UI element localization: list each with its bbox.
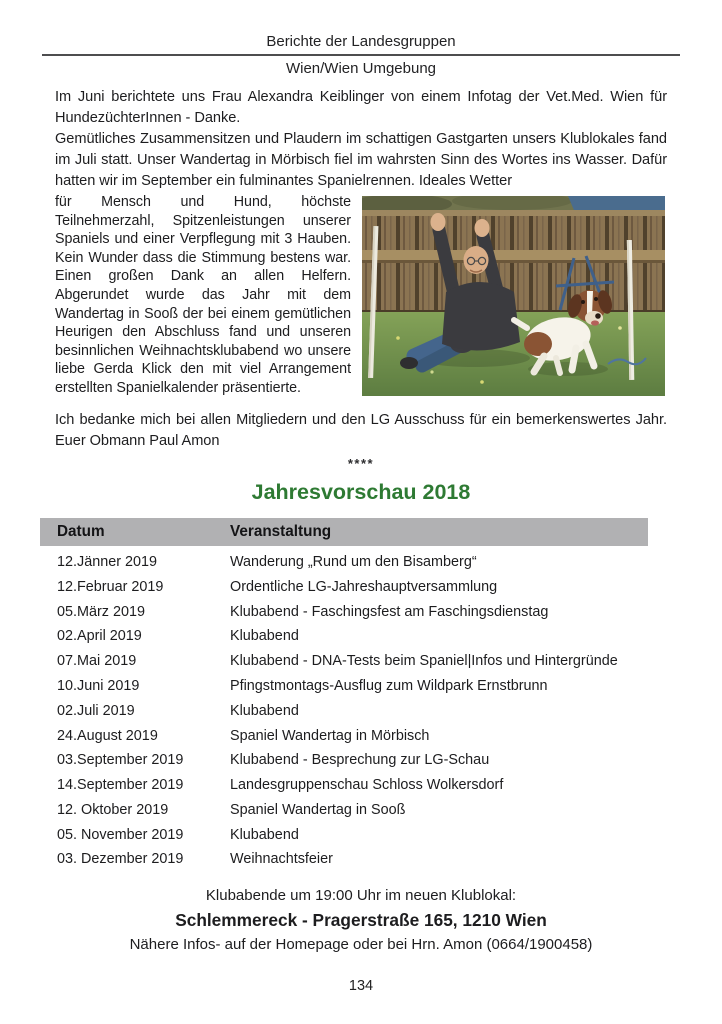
paragraph-infotag: Im Juni berichtete uns Frau Alexandra Keiblinger von einem Infotag der Vet.Med. Wien für HundezüchterInnen - Danke. <box>55 89 667 126</box>
table-row <box>40 798 648 823</box>
table-row <box>40 574 648 599</box>
paragraph-beside-photo: für Mensch und Hund, höchste Teilnehmerzahl, Spitzenleistungen unserer Spaniels und einer Verpflegung mit 3 Hauben. Kein Wunder dass die Stimmung bestens war. Einen großen Dank an allen Helfern. Abgerundet wurde das Jahr mit dem Wandertag in Sooß der bei einem gemütlichen Heurigen den Abschluss fand und unseren besinnlichen Weihnachtsklubabend wo unsere liebe Gerda Klick den mit viel Arrangement erstellten Spanielkalender präsentierte. <box>55 194 351 396</box>
event-name: Klubabend <box>230 702 299 719</box>
table-row <box>40 847 648 872</box>
event-name: Klubabend - Besprechung zur LG-Schau <box>230 752 490 769</box>
event-name: Wanderung „Rund um den Bisamberg“ <box>230 553 477 570</box>
event-name: Spaniel Wandertag in Mörbisch <box>230 727 430 744</box>
event-date: 02.April 2019 <box>57 628 142 645</box>
event-name: Weihnachtsfeier <box>230 851 333 868</box>
event-date: 12. Oktober 2019 <box>57 801 169 818</box>
club-evening-time: Klubabende um 19:00 Uhr im neuen Klublokal: <box>205 886 517 904</box>
table-body <box>40 546 648 872</box>
event-date: 03. Dezember 2019 <box>57 851 184 868</box>
event-name: Pfingstmontags-Ausflug zum Wildpark Ernstbrunn <box>230 677 548 694</box>
event-date: 24.August 2019 <box>57 727 158 744</box>
event-date: 07.Mai 2019 <box>57 653 137 670</box>
event-name: Klubabend <box>230 628 299 645</box>
man-with-spaniel-illustration <box>362 196 665 396</box>
event-date: 14.September 2019 <box>57 777 184 794</box>
event-name: Spaniel Wandertag in Sooß <box>230 801 406 818</box>
page-number: 134 <box>348 978 374 994</box>
event-name: Ordentliche LG-Jahreshauptversammlung <box>230 578 498 595</box>
table-row <box>40 550 648 575</box>
club-address: Schlemmereck - Pragerstraße 165, 1210 Wien <box>175 909 547 930</box>
event-date: 10.Juni 2019 <box>57 677 140 694</box>
event-photo <box>362 196 665 396</box>
column-header-veranstaltung: Veranstaltung <box>230 522 332 540</box>
event-date: 05.März 2019 <box>57 603 145 620</box>
schedule-table <box>40 518 648 872</box>
table-row <box>40 773 648 798</box>
table-row <box>40 599 648 624</box>
contact-info: Nähere Infos- auf der Homepage oder bei Hrn. Amon (0664/1900458) <box>129 935 593 953</box>
event-date: 02.Juli 2019 <box>57 702 135 719</box>
section-header: Berichte der Landesgruppen <box>266 33 456 50</box>
paragraph-summer-intro: Gemütliches Zusammensitzen und Plaudern im schattigen Gastgarten unsers Klublokales fand im Juli statt. Unser Wandertag in Mörbisch fiel im wahrsten Sinn des Wortes ins Wasser. Dafür hatten wir im September ein fulminantes Spanielrennen. Ideales Wetter <box>55 131 667 189</box>
event-name: Klubabend <box>230 826 299 843</box>
table-row <box>40 723 648 748</box>
event-date: 12.Februar 2019 <box>57 578 164 595</box>
header-divider <box>42 54 680 56</box>
schedule-title: Jahresvorschau 2018 <box>251 479 471 504</box>
table-header-row <box>40 518 648 546</box>
event-date: 03.September 2019 <box>57 752 184 769</box>
club-evening-info <box>55 885 667 956</box>
separator-stars: **** <box>347 455 375 471</box>
event-name: Klubabend - DNA-Tests beim Spaniel|Infos und Hintergründe <box>230 653 618 670</box>
event-name: Klubabend - Faschingsfest am Faschingsdienstag <box>230 603 549 620</box>
subsection-header: Wien/Wien Umgebung <box>285 60 437 77</box>
table-row <box>40 649 648 674</box>
text-photo-block <box>55 193 667 398</box>
paragraph-thanks: Ich bedanke mich bei allen Mitgliedern und den LG Ausschuss für ein bemerkenswertes Jahr. Euer Obmann Paul Amon <box>55 411 667 449</box>
table-row <box>40 822 648 847</box>
column-header-datum: Datum <box>57 522 105 540</box>
table-row <box>40 624 648 649</box>
table-row <box>40 748 648 773</box>
event-date: 05. November 2019 <box>57 826 184 843</box>
table-row <box>40 674 648 699</box>
table-row <box>40 698 648 723</box>
event-date: 12.Jänner 2019 <box>57 553 158 570</box>
event-name: Landesgruppenschau Schloss Wolkersdorf <box>230 777 504 794</box>
